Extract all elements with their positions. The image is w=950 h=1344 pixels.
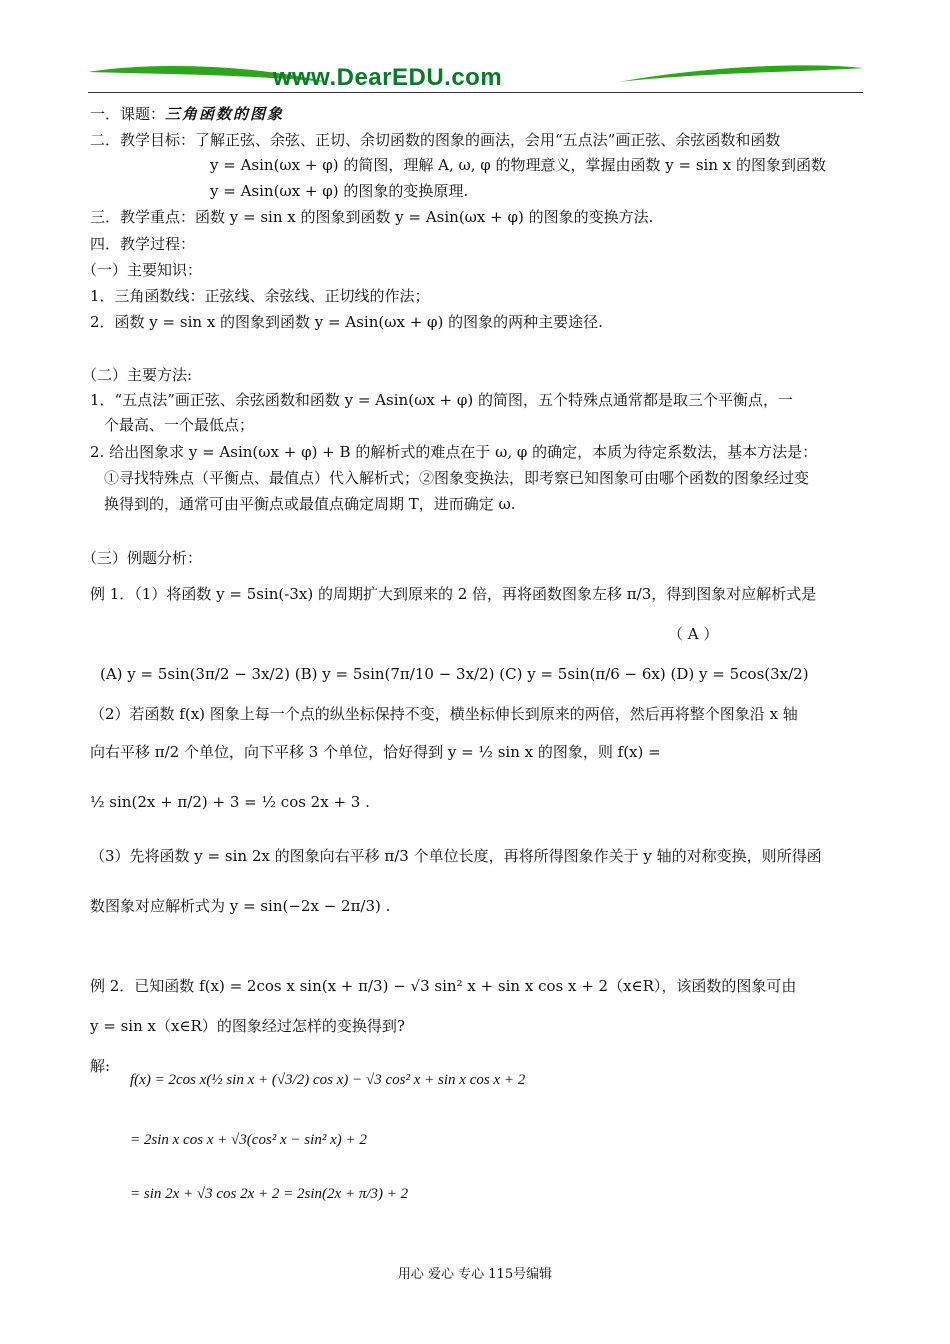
header-rule: [88, 92, 863, 93]
solution-step-3: = sin 2x + √3 cos 2x + 2 = 2sin(2x + π/3) + 2: [130, 1186, 409, 1202]
knowledge-item-1: 1．三角函数线：正弦线、余弦线、正切线的作法；: [90, 287, 430, 305]
solution-label: 解:: [90, 1057, 111, 1075]
example2-question: 例 2．已知函数 f(x) = 2cos x sin(x + π/3) − √3 sin² x + sin x cos x + 2（x∈R），该函数的图象可由: [90, 977, 797, 995]
example1-part2-answer: ½ sin(2x + π/2) + 3 = ½ cos 2x + 3 .: [90, 793, 370, 811]
example2-question-cont: y = sin x（x∈R）的图象经过怎样的变换得到?: [90, 1017, 405, 1035]
process-heading: 四．教学过程：: [90, 235, 196, 253]
methods-heading: （二）主要方法:: [82, 366, 193, 384]
page-footer: 用心 爱心 专心 115号编辑: [397, 1267, 553, 1282]
topic-title: 三角函数的图象: [165, 105, 285, 123]
example1-options: (A) y = 5sin(3π/2 − 3x/2) (B) y = 5sin(7π/10 − 3x/2) (C) y = 5sin(π/6 − 6x) (D) y = 5cos(3x/2): [100, 665, 809, 683]
example1-part3: （3）先将函数 y = sin 2x 的图象向右平移 π/3 个单位长度，再将所得图象作关于 y 轴的对称变换，则所得函: [90, 847, 822, 865]
examples-heading: （三）例题分析：: [82, 549, 203, 567]
example1-part2-cont: 向右平移 π/2 个单位，向下平移 3 个单位，恰好得到 y = ½ sin x 的图象，则 f(x) =: [90, 743, 661, 761]
method-item-2-cont-2: 换得到的，通常可由平衡点或最值点确定周期 T，进而确定 ω.: [104, 495, 516, 513]
goal-line-2: y = Asin(ωx + φ) 的简图，理解 A, ω, φ 的物理意义，掌握由函数 y = sin x 的图象到函数: [210, 156, 827, 174]
lesson-topic: [90, 104, 284, 124]
knowledge-item-2: 2．函数 y = sin x 的图象到函数 y = Asin(ωx + φ) 的图象的两种主要途径.: [90, 313, 603, 331]
example1-part2: （2）若函数 f(x) 图象上每一个点的纵坐标保持不变，横坐标伸长到原来的两倍，然后再将整个图象沿 x 轴: [90, 705, 798, 723]
solution-step-1: f(x) = 2cos x(½ sin x + (√3/2) cos x) − √3 cos² x + sin x cos x + 2: [130, 1072, 526, 1088]
goal-line-1: 二．教学目标：了解正弦、余弦、正切、余切函数的图象的画法，会用“五点法”画正弦、余弦函数和函数: [90, 131, 781, 149]
knowledge-heading: （一）主要知识：: [82, 261, 203, 279]
site-logo-text: www.DearEDU.com: [272, 64, 503, 91]
method-item-2: 2. 给出图象求 y = Asin(ωx + φ) + B 的解析式的难点在于 ω, φ 的确定，本质为待定系数法，基本方法是：: [90, 443, 818, 461]
topic-label: 一．课题：: [90, 105, 166, 123]
method-item-1: 1．“五点法”画正弦、余弦函数和函数 y = Asin(ωx + φ) 的简图，五个特殊点通常都是取三个平衡点，一: [90, 391, 793, 409]
goal-line-3: y = Asin(ωx + φ) 的图象的变换原理.: [210, 182, 469, 200]
method-item-1-cont: 个最高、一个最低点；: [104, 416, 255, 434]
example1-part3-answer: 数图象对应解析式为 y = sin(−2x − 2π/3) .: [90, 897, 391, 915]
example1-answer: （ A ）: [668, 625, 719, 643]
solution-step-2: = 2sin x cos x + √3(cos² x − sin² x) + 2: [130, 1132, 367, 1148]
method-item-2-cont-1: ①寻找特殊点（平衡点、最值点）代入解析式；②图象变换法，即考察已知图象可由哪个函数的图象经过变: [104, 469, 810, 487]
example1-part1: 例 1．（1）将函数 y = 5sin(-3x) 的周期扩大到原来的 2 倍，再将函数图象左移 π/3，得到图象对应解析式是: [90, 585, 817, 603]
key-point: 三．教学重点：函数 y = sin x 的图象到函数 y = Asin(ωx + φ) 的图象的变换方法.: [90, 208, 654, 226]
